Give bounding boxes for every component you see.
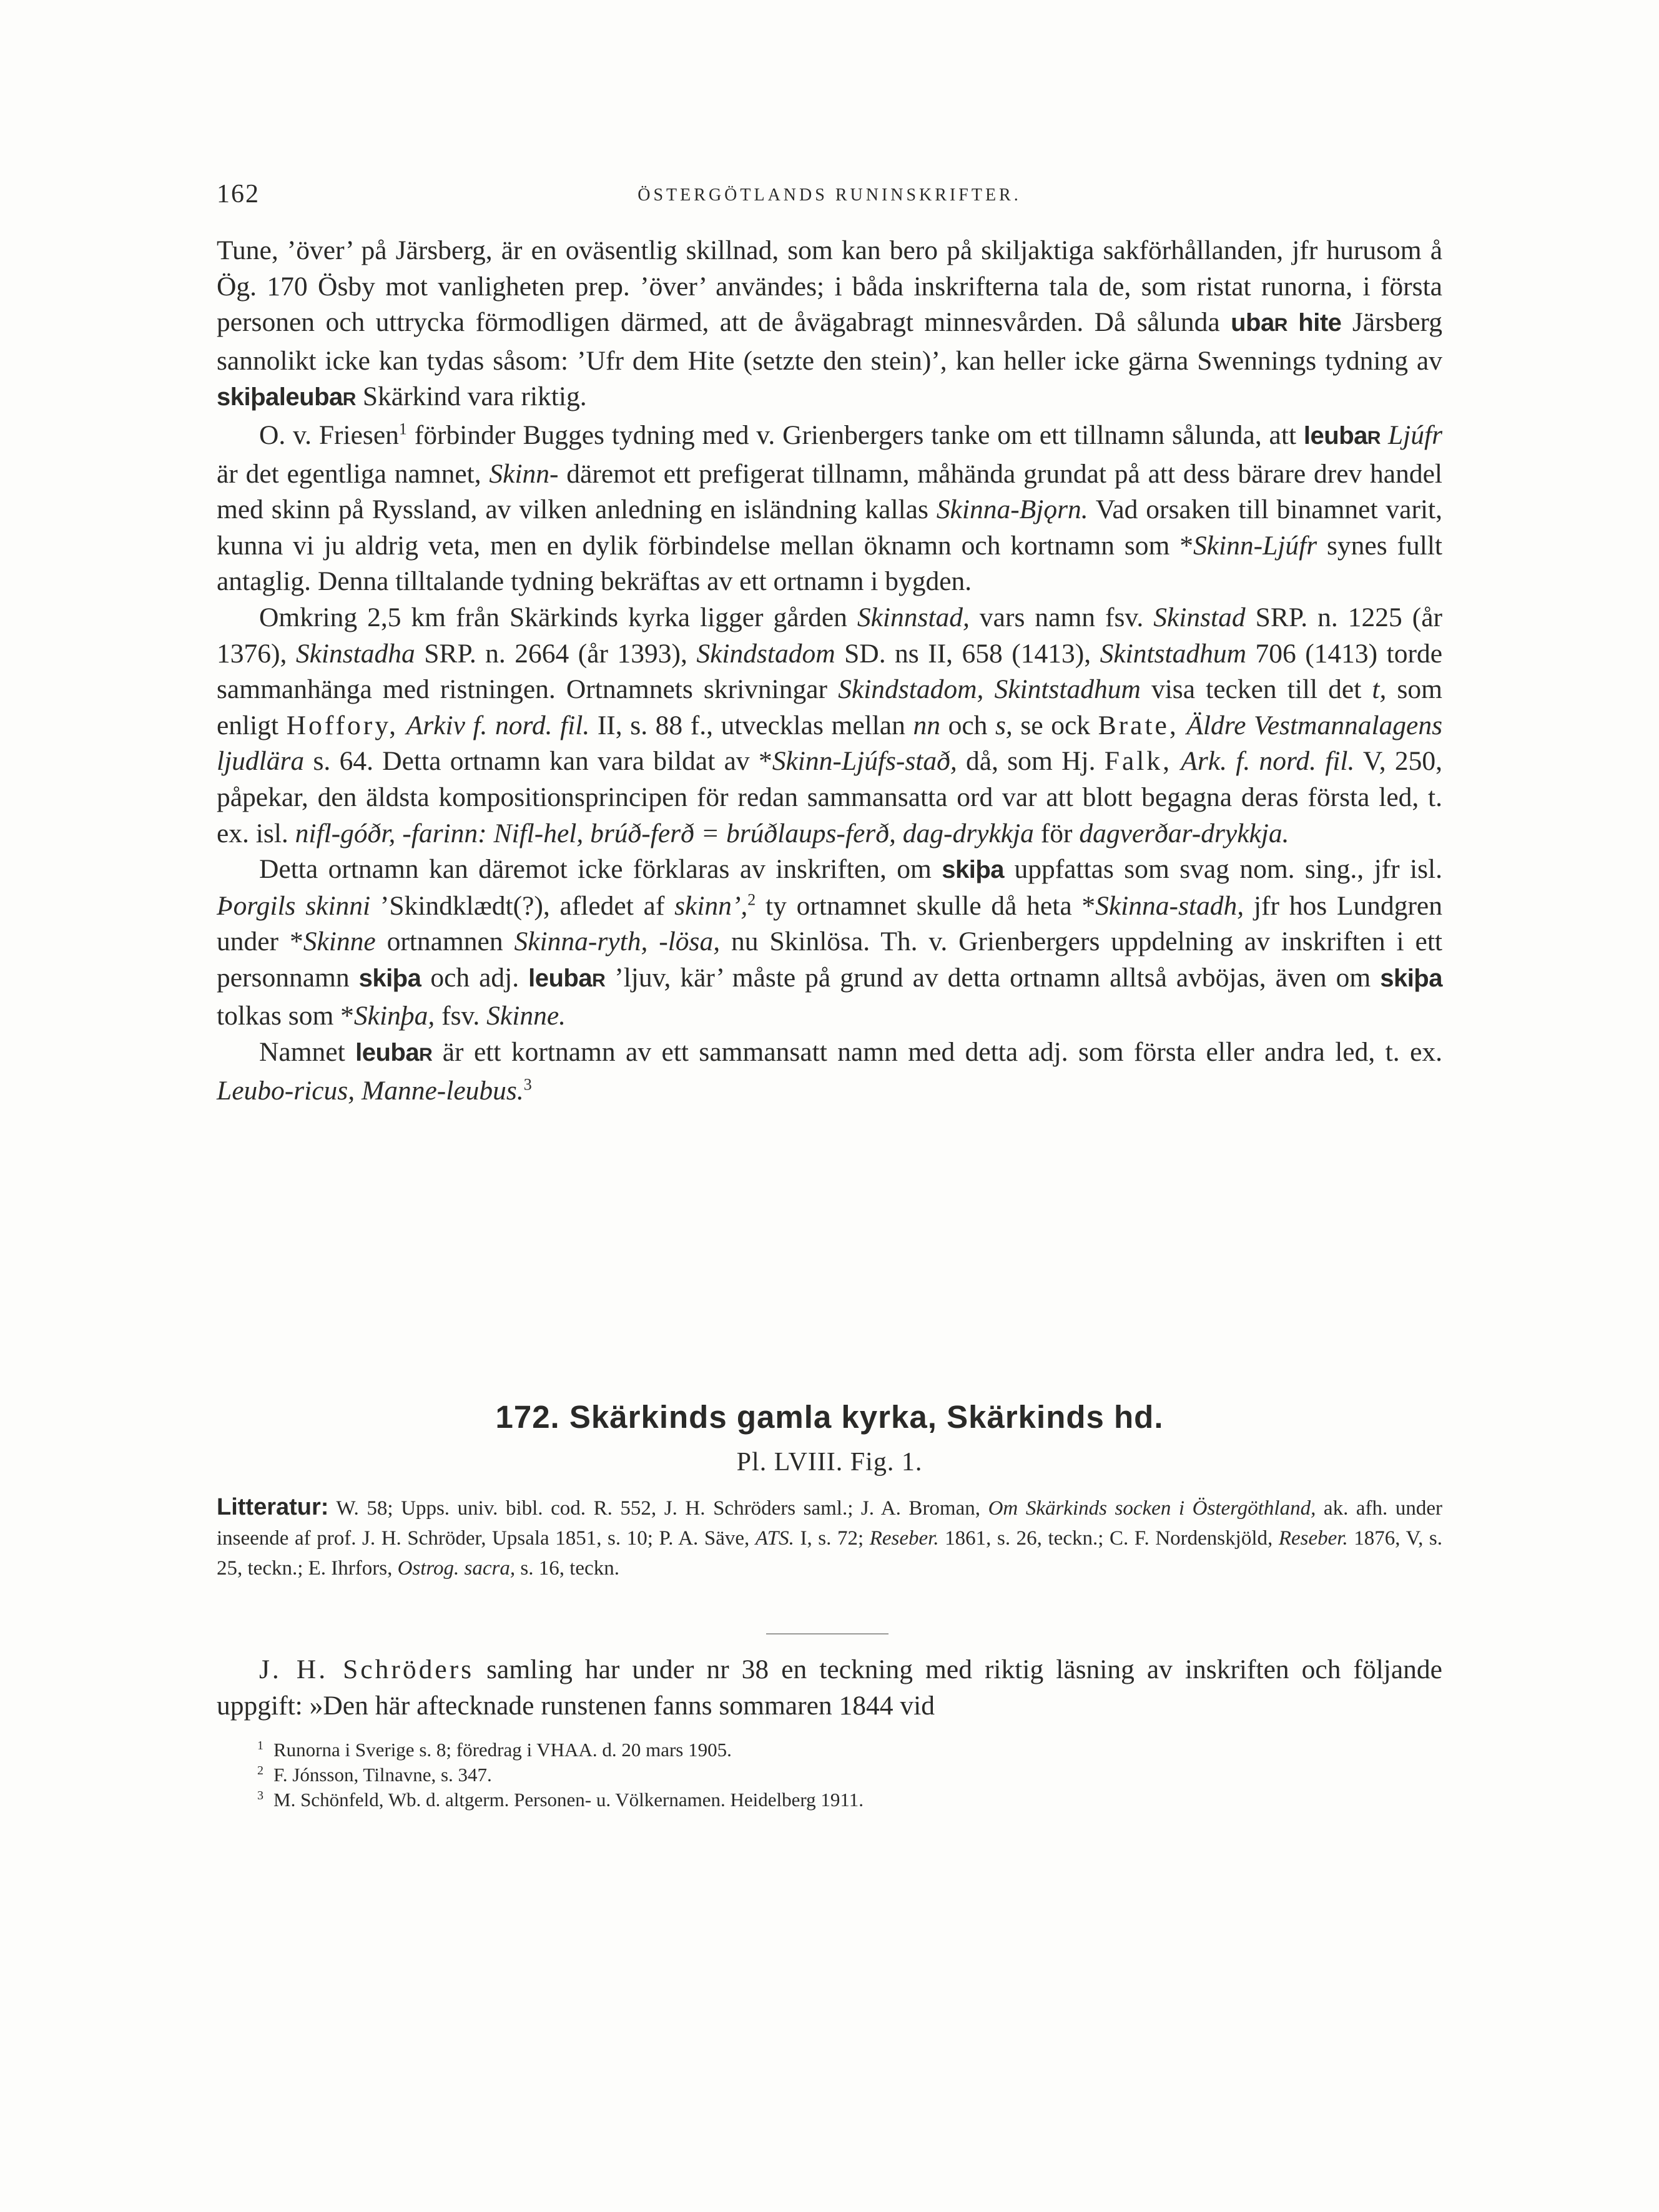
plate-reference: Pl. LVIII. Fig. 1.: [736, 1448, 923, 1477]
paragraph-1: [217, 233, 1442, 418]
runic-transliteration: leubaR: [355, 1039, 433, 1067]
runic-transliteration: leubaR: [1303, 421, 1381, 450]
runic-transliteration: skiþa: [1380, 964, 1442, 992]
page-number: 162: [217, 180, 260, 209]
paragraph-5: Namnet leubaR är ett kortnamn av ett sammansatt namn med detta adj. som första eller andra led, t. ex. Leubo-ricus, Manne-leubus.$^3$: [217, 1037, 1443, 1106]
spaced-author-name: Falk,: [1104, 746, 1172, 777]
runic-transliteration: ubaR: [1231, 309, 1287, 337]
paragraph-6: J. H. Schröders samling har under nr 38 en teckning med riktig läsning av inskriften och följande uppgift: »Den här aftecknade runstenen fanns sommaren 1844 vid: [217, 1654, 1442, 1721]
footnote-ref: 1: [398, 420, 407, 438]
spaced-author-name: Hoffory,: [286, 710, 399, 740]
italic-term: Skinn-Ljúfr: [1193, 530, 1317, 561]
footnote: $^2$ F. Jónsson, Tilnavne, s. 347.: [257, 1763, 492, 1786]
paragraph-4: Detta ortnamn kan däremot icke förklaras av inskriften, om skiþa uppfattas som svag nom. sing., jfr isl. Þorgils skinni ’Skindklædt(?), afledet af skinn’,$^2$ ty ortnamnet skulle då heta *Skinna-stadh, jfr hos Lundgren under *Skinne ortnamnen Skinna-ryth, -lösa, nu Skinlösa. Th. v. Grienbergers uppdelning av inskriften i ett personnamn skiþa och adj. leubaR ’ljuv, kär’ måste på grund av detta ortnamn alltså avböjas, även om skiþa tolkas som *Skinþa, fsv. Skinne.: [217, 854, 1442, 1031]
literature-list: Litteratur: W. 58; Upps. univ. bibl. cod. R. 552, J. H. Schröders saml.; J. A. Broman, Om Skärkinds socken i Östergöthland, ak. afh. under inseende af prof. J. H. Schröder, Upsala 1851, s. 10; P. A. Säve, ATS. I, s. 72; Reseber. 1861, s. 26, teckn.; C. F. Nordenskjöld, Reseber. 1876, V, s. 25, teckn.; E. Ihrfors, Ostrog. sacra, s. 16, teckn.: [217, 1494, 1443, 1580]
main-text: [217, 233, 1442, 1109]
text-run: Skärkind vara riktig.: [355, 381, 587, 412]
spaced-author-name: J. H. Schröders: [259, 1654, 475, 1684]
runic-transliteration: skiþa: [358, 964, 421, 992]
runic-transliteration: skiþaleubaR: [217, 383, 356, 411]
runic-transliteration: skiþa: [942, 856, 1005, 884]
divider-rule: [766, 1633, 889, 1634]
runic-transliteration: hite: [1298, 309, 1342, 337]
footnote: $^1$ Runorna i Sverige s. 8; föredrag i VHAA. d. 20 mars 1905.: [257, 1738, 732, 1761]
italic-term: Ljúfr: [1387, 420, 1442, 450]
paragraph-3: Omkring 2,5 km från Skärkinds kyrka ligger gården Skinnstad, vars namn fsv. Skinstad SRP. n. 1225 (år 1376), Skinstadha SRP. n. 2664 (år 1393), Skindstadom SD. ns II, 658 (1413), Skintstadhum 706 (1413) torde sammanhänga med ristningen. Ortnamnets skrivningar Skindstadom, Skintstadhum visa tecken till det t, som enligt Hoffory, Arkiv f. nord. fil. II, s. 88 f., utvecklas mellan nn och s, se ock Brate, Äldre Vestmannalagens ljudlära s. 64. Detta ortnamn kan vara bildat av *Skinn-Ljúfs-stað, då, som Hj. Falk, Ark. f. nord. fil. V, 250, påpekar, den äldsta kompositionsprincipen för redan sammansatta ord var att blott begagna deras första led, t. ex. isl. nifl-góðr, -farinn: Nifl-hel, brúð-ferð = brúðlaups-ferð, dag-drykkja för dagverðar-drykkja.: [217, 602, 1443, 848]
text-run: Järsberg sannolikt icke kan tydas såsom: ’Ufr dem Hite (setzte den stein)’, kan heller icke gärna Swennings tydning av: [217, 307, 1442, 376]
literature-label: Litteratur:: [217, 1494, 329, 1520]
spaced-author-name: Brate,: [1098, 710, 1179, 740]
italic-term: Skinn-: [489, 458, 559, 489]
running-title: ÖSTERGÖTLANDS RUNINSKRIFTER.: [638, 185, 1021, 205]
section-text: [217, 1652, 1442, 1724]
running-header: [217, 179, 1442, 210]
footnotes: [257, 1738, 864, 1812]
runic-transliteration: leubaR: [528, 964, 606, 992]
text-run: Tune, ’över’ på Järsberg, är en oväsentlig skillnad, som kan bero på skiljaktiga sakförhållanden, jfr hurusom å Ög. 170 Ösby mot vanligheten prep. ’över’ användes; i båda inskrifterna tala de, som ristat runorna, i första personen och uttrycka förmodligen därmed, att de åvägabragt minnesvården. Då sålunda: [217, 235, 1442, 338]
footnote-ref: 3: [523, 1075, 532, 1094]
footnote-ref: 2: [747, 890, 756, 909]
footnote: $^3$ M. Schönfeld, Wb. d. altgerm. Personen- u. Völkernamen. Heidelberg 1911.: [257, 1788, 864, 1811]
italic-term: Skinna-Bjǫrn.: [936, 494, 1088, 525]
paragraph-2: O. v. Friesen$^1$ förbinder Bugges tydning med v. Grienbergers tanke om ett tillnamn sålunda, att leubaR Ljúfr är det egentliga namnet, Skinn- däremot ett prefigerat tillnamn, måhända grundat på att dess bärare drev handel med skinn på Ryssland, av vilken anledning en isländning kallas Skinna-Bjǫrn. Vad orsaken till binamnet varit, kunna vi ju aldrig veta, men en dylik förbindelse mellan öknamn och kortnamn som *Skinn-Ljúfr synes fullt antaglig. Denna tilltalande tydning bekräftas av ett ortnamn i bygden.: [217, 420, 1443, 597]
section-heading: 172. Skärkinds gamla kyrka, Skärkinds hd.: [495, 1399, 1164, 1435]
